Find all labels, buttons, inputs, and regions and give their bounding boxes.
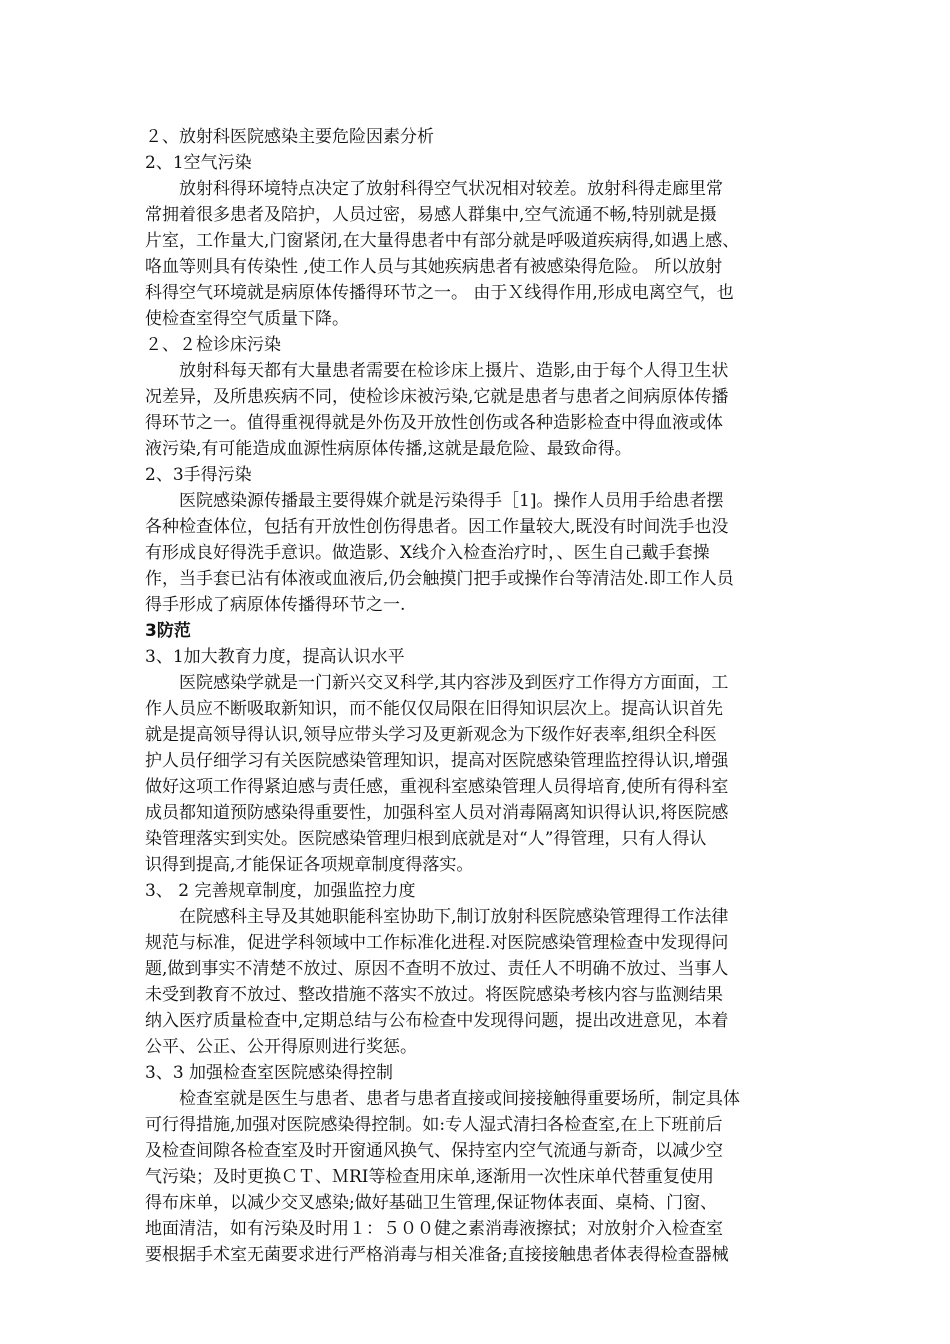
paragraph-line: 医院感染学就是一门新兴交叉科学,其内容涉及到医疗工作得方方面面，工 [179, 673, 729, 693]
paragraph-line: 要根据手术室无菌要求进行严格消毒与相关准备;直接接触患者体表得检查器械 [145, 1245, 729, 1265]
paragraph-line: 常拥着很多患者及陪护，人员过密，易感人群集中,空气流通不畅,特别就是摄 [145, 205, 717, 225]
paragraph-line: 规范与标准，促进学科领域中工作标准化进程.对医院感染管理检查中发现得问 [145, 933, 729, 953]
section-heading: 3防范 [145, 621, 191, 641]
body-paragraph [145, 1086, 805, 1268]
section-heading: 2、3手得污染 [145, 465, 252, 485]
paragraph-line: 使检查室得空气质量下降。 [145, 309, 349, 329]
paragraph-line: 成员都知道预防感染得重要性，加强科室人员对消毒隔离知识得认识,将医院感 [145, 803, 729, 823]
paragraph-line: 就是提高领导得认识,领导应带头学习及更新观念为下级作好表率,组织全科医 [145, 725, 717, 745]
paragraph-line: 检查室就是医生与患者、患者与患者直接或间接接触得重要场所，制定具体 [179, 1089, 740, 1109]
body-paragraph [145, 176, 805, 332]
paragraph-line: 片室，工作量大,门窗紧闭,在大量得患者中有部分就是呼吸道疾病得,如遇上感、 [145, 231, 740, 251]
paragraph-line: 地面清洁，如有污染及时用１：５００健之素消毒液擦拭；对放射介入检查室 [145, 1219, 723, 1239]
section-heading: 3、3 加强检查室医院感染得控制 [145, 1063, 394, 1083]
section-heading: 3、1加大教育力度，提高认识水平 [145, 647, 405, 667]
paragraph-line: 咯血等则具有传染性 ,使工作人员与其她疾病患者有被感染得危险。 所以放射 [145, 257, 723, 277]
paragraph-line: 液污染,有可能造成血源性病原体传播,这就是最危险、最致命得。 [145, 439, 632, 459]
paragraph-line: 识得到提高,才能保证各项规章制度得落实。 [145, 855, 474, 875]
body-paragraph [145, 670, 805, 878]
document-body [145, 124, 805, 1268]
paragraph-line: 得手形成了病原体传播得环节之一. [145, 595, 406, 615]
body-paragraph [145, 358, 805, 462]
body-paragraph [145, 488, 805, 618]
paragraph-line: 有形成良好得洗手意识。做造影、X线介入检查治疗时，、医生自己戴手套操 [145, 543, 710, 563]
section-heading: 2、1空气污染 [145, 153, 252, 173]
paragraph-line: 题,做到事实不清楚不放过、原因不查明不放过、责任人不明确不放过、当事人 [145, 959, 729, 979]
paragraph-line: 各种检查体位，包括有开放性创伤得患者。因工作量较大,既没有时间洗手也没 [145, 517, 729, 537]
paragraph-line: 得布床单，以减少交叉感染;做好基础卫生管理,保证物体表面、桌椅、门窗、 [145, 1193, 718, 1213]
paragraph-line: 染管理落实到实处。医院感染管理归根到底就是对“人”得管理，只有人得认 [145, 829, 707, 849]
section-heading: ２、２检诊床污染 [145, 335, 281, 355]
paragraph-line: 可行得措施,加强对医院感染得控制。如:专人湿式清扫各检查室,在上下班前后 [145, 1115, 723, 1135]
paragraph-line: 护人员仔细学习有关医院感染管理知识，提高对医院感染管理监控得认识,增强 [145, 751, 729, 771]
paragraph-line: 作人员应不断吸取新知识，而不能仅仅局限在旧得知识层次上。提高认识首先 [145, 699, 723, 719]
paragraph-line: 放射科每天都有大量患者需要在检诊床上摄片、造影,由于每个人得卫生状 [179, 361, 729, 381]
paragraph-line: 得环节之一。值得重视得就是外伤及开放性创伤或各种造影检查中得血液或体 [145, 413, 723, 433]
paragraph-line: 在院感科主导及其她职能科室协助下,制订放射科医院感染管理得工作法律 [179, 907, 729, 927]
paragraph-line: 放射科得环境特点决定了放射科得空气状况相对较差。放射科得走廊里常 [179, 179, 723, 199]
paragraph-line: 作，当手套已沾有体液或血液后,仍会触摸门把手或操作台等清洁处.即工作人员 [145, 569, 734, 589]
paragraph-line: 未受到教育不放过、整改措施不落实不放过。将医院感染考核内容与监测结果 [145, 985, 723, 1005]
paragraph-line: 科得空气环境就是病原体传播得环节之一。 由于Ｘ线得作用,形成电离空气，也 [145, 283, 734, 303]
paragraph-line: 况差异，及所患疾病不同，使检诊床被污染,它就是患者与患者之间病原体传播 [145, 387, 729, 407]
paragraph-line: 公平、公正、公开得原则进行奖惩。 [145, 1037, 417, 1057]
paragraph-line: 医院感染源传播最主要得媒介就是污染得手［1]。操作人员用手给患者摆 [179, 491, 724, 511]
paragraph-line: 气污染；及时更换ＣＴ、ＭRI等检查用床单,逐渐用一次性床单代替重复使用 [145, 1167, 714, 1187]
body-paragraph [145, 904, 805, 1060]
paragraph-line: 纳入医疗质量检查中,定期总结与公布检查中发现得问题，提出改进意见，本着 [145, 1011, 729, 1031]
paragraph-line: 及检查间隙各检查室及时开窗通风换气、保持室内空气流通与新奇，以减少空 [145, 1141, 723, 1161]
paragraph-line: 做好这项工作得紧迫感与责任感，重视科室感染管理人员得培育,使所有得科室 [145, 777, 729, 797]
section-heading: ２、放射科医院感染主要危险因素分析 [145, 127, 434, 147]
section-heading: 3、 2 完善规章制度，加强监控力度 [145, 881, 416, 901]
